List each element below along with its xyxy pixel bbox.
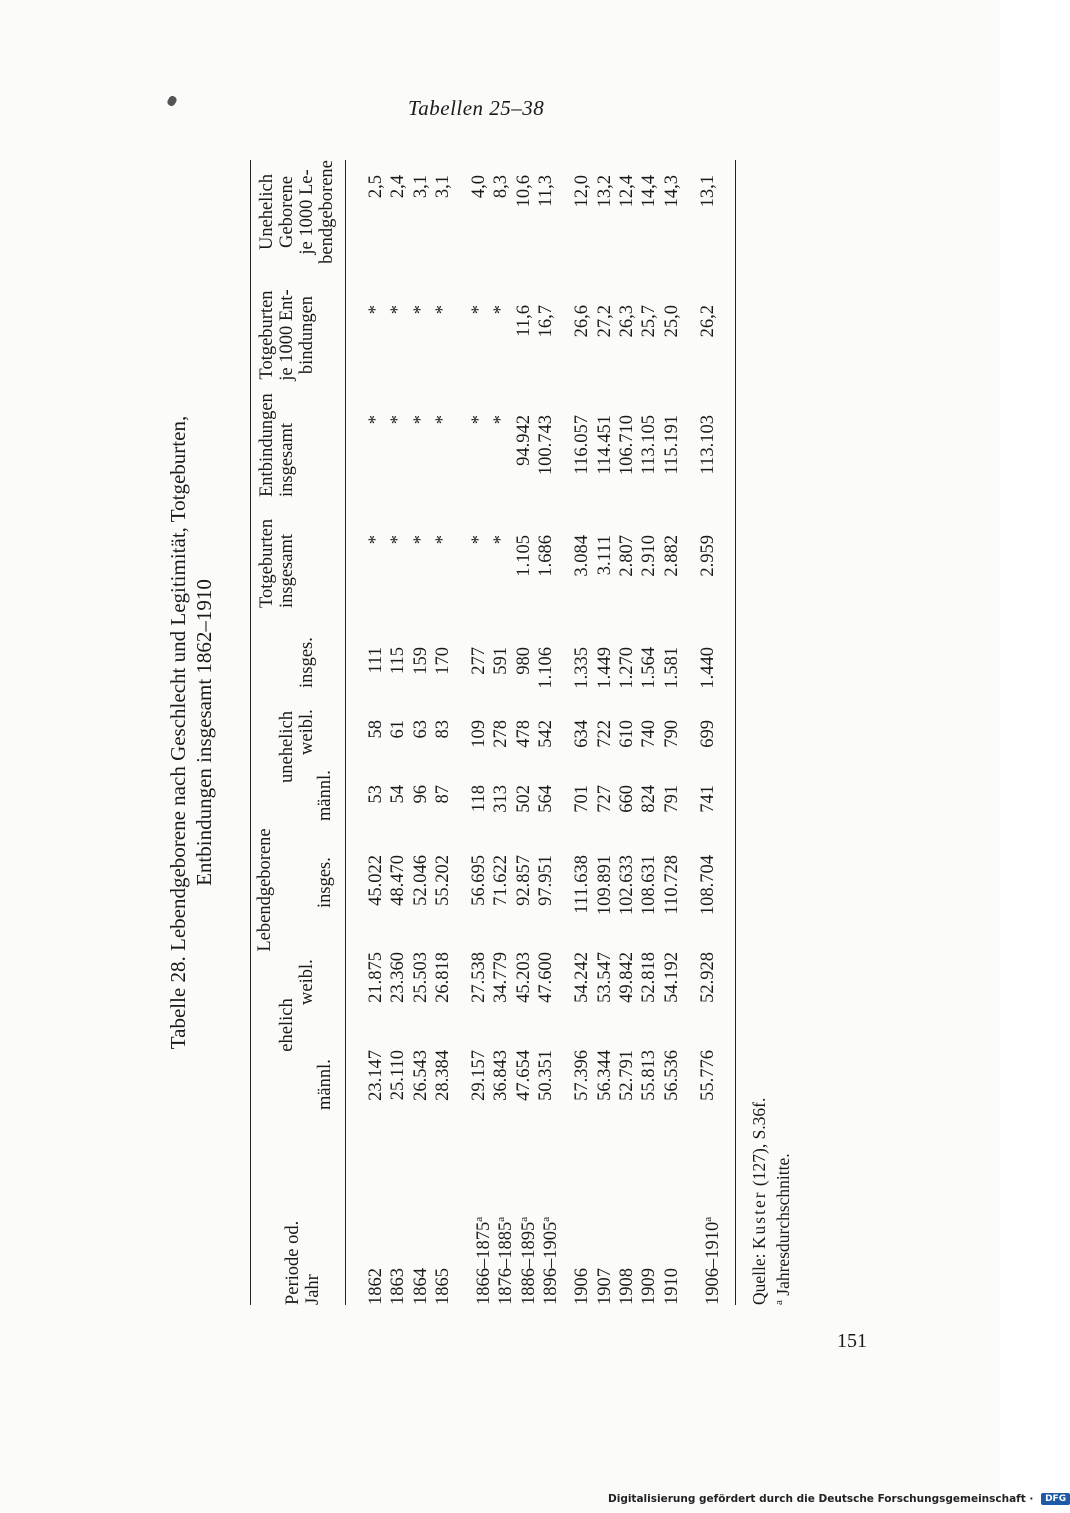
group-spacer — [683, 535, 697, 615]
footnote-marker: a — [517, 1216, 530, 1222]
column-unehelich-weibl — [365, 720, 719, 770]
column-unehelich-rate — [365, 175, 719, 245]
cell-unehelich-maennl: 660 — [616, 785, 637, 813]
cell-period: 1865 — [432, 1268, 453, 1305]
cell-lebend-insges: 45.022 — [366, 855, 386, 906]
source-line: Quelle: Kuster (127), S.36f. — [749, 1097, 769, 1305]
cell-ehelich-maennl: 29.157 — [469, 1050, 490, 1101]
group-spacer — [454, 1050, 468, 1135]
column-totgeburten — [365, 535, 719, 615]
table-block — [165, 160, 793, 1305]
column-ehelich-maennl — [365, 1050, 719, 1135]
cell-totgeburten-rate: 27,2 — [594, 305, 615, 338]
header-lebendgeborene: Lebendgeborene — [255, 828, 275, 952]
cell-unehelich-maennl: 727 — [594, 785, 615, 813]
cell-entbindungen: 113.105 — [639, 415, 660, 475]
group-spacer — [557, 855, 571, 945]
cell-period: 1909 — [639, 1268, 660, 1305]
cell-unehelich-rate: 11,3 — [536, 175, 557, 207]
table-title-line2: Entbindungen insgesamt 1862–1910 — [192, 579, 216, 886]
cell-unehelich-insges: 115 — [388, 647, 409, 675]
cell-lebend-insges: 109.891 — [594, 855, 615, 916]
cell-ehelich-weibl: 53.547 — [594, 952, 615, 1003]
group-spacer — [683, 647, 697, 707]
cell-totgeburten: 3.111 — [594, 535, 615, 576]
cell-totgeburten: 2.959 — [697, 535, 718, 577]
cell-totgeburten-rate: * — [491, 305, 512, 315]
cell-unehelich-weibl: 278 — [491, 720, 512, 748]
group-spacer — [454, 647, 468, 707]
cell-totgeburten-rate: 25,0 — [661, 305, 682, 338]
header-unehelich: unehelich — [277, 711, 297, 783]
cell-ehelich-weibl: 21.875 — [366, 952, 386, 1003]
cell-totgeburten: * — [469, 535, 490, 545]
cell-period: 1910 — [661, 1268, 682, 1305]
cell-unehelich-insges: 1.449 — [594, 647, 615, 689]
group-spacer — [454, 855, 468, 945]
cell-lebend-insges: 52.046 — [410, 855, 431, 906]
group-spacer — [557, 785, 571, 835]
header-totgeburten: Totgeburten insgesamt — [257, 518, 297, 608]
cell-ehelich-weibl: 27.538 — [469, 952, 490, 1003]
cell-ehelich-weibl: 47.600 — [536, 952, 557, 1003]
cell-unehelich-rate: 12,4 — [616, 175, 637, 208]
cell-unehelich-maennl: 741 — [697, 785, 718, 813]
cell-totgeburten: 1.686 — [536, 535, 557, 577]
cell-totgeburten-rate: 11,6 — [513, 305, 534, 337]
group-spacer — [454, 415, 468, 505]
cell-period: 1886–1895$^a$ — [517, 1216, 539, 1305]
cell-ehelich-weibl: 34.779 — [491, 952, 512, 1003]
cell-totgeburten-rate: 26,6 — [572, 305, 593, 338]
cell-ehelich-weibl: 45.203 — [513, 952, 534, 1003]
group-spacer — [557, 952, 571, 1037]
cell-ehelich-maennl: 25.110 — [388, 1050, 409, 1101]
header-totgeburten-je-1000: Totgeburten je 1000 Ent- bindungen — [257, 289, 317, 381]
cell-ehelich-maennl: 28.384 — [432, 1050, 453, 1101]
cell-ehelich-weibl: 23.360 — [388, 952, 409, 1003]
cell-ehelich-weibl: 52.928 — [697, 952, 718, 1003]
column-period — [365, 1155, 724, 1305]
cell-totgeburten: * — [491, 535, 512, 545]
cell-unehelich-rate: 2,5 — [366, 175, 386, 199]
group-spacer — [454, 1155, 468, 1305]
footer-text: Digitalisierung gefördert durch die Deutsche Forschungsgemeinschaft · — [608, 1493, 1034, 1505]
cell-unehelich-weibl: 61 — [388, 720, 409, 739]
group-spacer — [683, 1050, 697, 1135]
table-header-rule — [345, 160, 346, 1305]
group-spacer — [557, 647, 571, 707]
cell-entbindungen: * — [410, 415, 431, 425]
cell-ehelich-weibl: 25.503 — [410, 952, 431, 1003]
cell-unehelich-maennl: 53 — [366, 785, 386, 804]
cell-totgeburten: * — [366, 535, 386, 545]
cell-ehelich-maennl: 56.536 — [661, 1050, 682, 1101]
group-spacer — [454, 785, 468, 835]
cell-totgeburten-rate: 26,2 — [697, 305, 718, 338]
header-ehelich: ehelich — [277, 998, 297, 1052]
cell-unehelich-insges: 159 — [410, 647, 431, 675]
cell-unehelich-insges: 170 — [432, 647, 453, 675]
cell-totgeburten: * — [432, 535, 453, 545]
group-spacer — [683, 305, 697, 375]
cell-unehelich-maennl: 313 — [491, 785, 512, 813]
cell-ehelich-weibl: 52.818 — [639, 952, 660, 1003]
cell-totgeburten-rate: 26,3 — [616, 305, 637, 338]
cell-entbindungen: 114.451 — [594, 415, 615, 475]
cell-entbindungen: 113.103 — [697, 415, 718, 475]
cell-totgeburten-rate: * — [410, 305, 431, 315]
cell-unehelich-rate: 3,1 — [432, 175, 453, 199]
cell-unehelich-rate: 2,4 — [388, 175, 409, 199]
cell-period: 1908 — [616, 1268, 637, 1305]
header-unehelich-maennl: männl. — [315, 770, 335, 821]
cell-totgeburten-rate: * — [432, 305, 453, 315]
cell-lebend-insges: 110.728 — [661, 855, 682, 915]
cell-period: 1896–1905$^a$ — [540, 1216, 562, 1305]
cell-entbindungen: 100.743 — [536, 415, 557, 476]
cell-unehelich-rate: 14,4 — [639, 175, 660, 208]
cell-unehelich-weibl: 634 — [572, 720, 593, 748]
cell-unehelich-rate: 4,0 — [469, 175, 490, 199]
group-spacer — [454, 535, 468, 615]
page-number: 151 — [837, 1330, 867, 1352]
cell-unehelich-weibl: 109 — [469, 720, 490, 748]
group-spacer — [557, 720, 571, 770]
group-spacer — [557, 305, 571, 375]
group-spacer — [557, 535, 571, 615]
cell-unehelich-weibl: 722 — [594, 720, 615, 748]
cell-lebend-insges: 102.633 — [616, 855, 637, 916]
column-unehelich-insges — [365, 647, 719, 707]
cell-lebend-insges: 48.470 — [388, 855, 409, 906]
group-spacer — [557, 175, 571, 245]
cell-ehelich-maennl: 57.396 — [572, 1050, 593, 1101]
cell-unehelich-weibl: 58 — [366, 720, 386, 739]
cell-ehelich-maennl: 56.344 — [594, 1050, 615, 1101]
cell-period: 1876–1885$^a$ — [495, 1216, 517, 1305]
cell-totgeburten: * — [410, 535, 431, 545]
cell-lebend-insges: 56.695 — [469, 855, 490, 906]
cell-lebend-insges: 108.631 — [639, 855, 660, 916]
cell-ehelich-weibl: 54.192 — [661, 952, 682, 1003]
group-spacer — [683, 952, 697, 1037]
footnote-marker: a — [701, 1216, 714, 1222]
cell-unehelich-maennl: 118 — [469, 785, 490, 813]
cell-unehelich-maennl: 96 — [410, 785, 431, 804]
column-ehelich-weibl — [365, 952, 719, 1037]
cell-totgeburten-rate: * — [366, 305, 386, 315]
cell-lebend-insges: 108.704 — [697, 855, 718, 916]
running-head: Tabellen 25–38 — [408, 96, 545, 120]
cell-unehelich-rate: 14,3 — [661, 175, 682, 208]
cell-entbindungen: 116.057 — [572, 415, 593, 475]
cell-entbindungen: * — [432, 415, 453, 425]
cell-period: 1907 — [594, 1268, 615, 1305]
cell-unehelich-rate: 12,0 — [572, 175, 593, 208]
header-ehelich-maennl: männl. — [315, 1059, 335, 1110]
group-spacer — [683, 175, 697, 245]
cell-totgeburten-rate: * — [469, 305, 490, 315]
cell-ehelich-maennl: 55.776 — [697, 1050, 718, 1101]
header-period: Periode od. Jahr — [283, 1220, 323, 1305]
cell-unehelich-insges: 1.270 — [616, 647, 637, 689]
footnote-line: $^a$ Jahresdurchschnitte. — [772, 1153, 793, 1305]
cell-ehelich-weibl: 49.842 — [616, 952, 637, 1003]
group-spacer — [683, 720, 697, 770]
cell-entbindungen: 115.191 — [661, 415, 682, 475]
cell-ehelich-maennl: 50.351 — [536, 1050, 557, 1101]
group-spacer — [557, 415, 571, 505]
header-unehelich-insges: insges. — [297, 637, 317, 688]
cell-lebend-insges: 111.638 — [572, 855, 593, 914]
cell-unehelich-maennl: 502 — [513, 785, 534, 813]
table-title — [165, 160, 217, 1305]
group-spacer — [454, 720, 468, 770]
cell-totgeburten: 2.910 — [639, 535, 660, 577]
group-spacer — [683, 785, 697, 835]
cell-unehelich-insges: 591 — [491, 647, 512, 675]
column-lebend-insges — [365, 855, 719, 945]
header-lebend-insges: insges. — [315, 857, 335, 908]
header-unehelich-je-1000: Unehelich Geborene je 1000 Le- bendgeborene — [257, 160, 337, 264]
cell-unehelich-weibl: 610 — [616, 720, 637, 748]
cell-entbindungen: * — [366, 415, 386, 425]
header-entbindungen: Entbindungen insgesamt — [257, 393, 297, 497]
cell-unehelich-weibl: 699 — [697, 720, 718, 748]
cell-lebend-insges: 97.951 — [536, 855, 557, 906]
cell-totgeburten: * — [388, 535, 409, 545]
cell-ehelich-weibl: 54.242 — [572, 952, 593, 1003]
cell-ehelich-maennl: 26.543 — [410, 1050, 431, 1101]
group-spacer — [683, 1155, 697, 1305]
table-bottom-rule — [735, 160, 736, 1305]
cell-totgeburten: 2.882 — [661, 535, 682, 577]
cell-unehelich-maennl: 701 — [572, 785, 593, 813]
cell-totgeburten: 3.084 — [572, 535, 593, 577]
header-ehelich-weibl: weibl. — [297, 959, 317, 1005]
cell-totgeburten-rate: 16,7 — [536, 305, 557, 338]
footnote-marker: a — [495, 1216, 508, 1222]
table-title-line1: Tabelle 28. Lebendgeborene nach Geschlecht und Legitimität, Totgeburten, — [166, 415, 190, 1050]
cell-ehelich-weibl: 26.818 — [432, 952, 453, 1003]
cell-unehelich-insges: 1.335 — [572, 647, 593, 689]
group-spacer — [454, 305, 468, 375]
column-entbindungen — [365, 415, 719, 505]
cell-unehelich-insges: 277 — [469, 647, 490, 675]
cell-ehelich-maennl: 36.843 — [491, 1050, 512, 1101]
cell-entbindungen: * — [491, 415, 512, 425]
column-unehelich-maennl — [365, 785, 719, 835]
cell-unehelich-insges: 1.440 — [697, 647, 718, 689]
cell-totgeburten-rate: * — [388, 305, 409, 315]
cell-unehelich-weibl: 63 — [410, 720, 431, 739]
cell-totgeburten-rate: 25,7 — [639, 305, 660, 338]
group-spacer — [557, 1050, 571, 1135]
cell-ehelich-maennl: 47.654 — [513, 1050, 534, 1101]
group-spacer — [683, 855, 697, 945]
cell-totgeburten: 2.807 — [616, 535, 637, 577]
column-totgeburten-rate — [365, 305, 719, 375]
cell-unehelich-rate: 3,1 — [410, 175, 431, 199]
footnote-marker: a — [540, 1216, 553, 1222]
cell-totgeburten: 1.105 — [513, 535, 534, 577]
group-spacer — [454, 175, 468, 245]
cell-period: 1863 — [388, 1268, 409, 1305]
cell-unehelich-maennl: 564 — [536, 785, 557, 813]
cell-ehelich-maennl: 55.813 — [639, 1050, 660, 1101]
cell-unehelich-rate: 10,6 — [513, 175, 534, 208]
cell-unehelich-maennl: 824 — [639, 785, 660, 813]
cell-entbindungen: * — [388, 415, 409, 425]
cell-period: 1864 — [410, 1268, 431, 1305]
cell-unehelich-insges: 980 — [513, 647, 534, 675]
cell-lebend-insges: 55.202 — [432, 855, 453, 906]
cell-unehelich-weibl: 83 — [432, 720, 453, 739]
cell-ehelich-maennl: 52.791 — [616, 1050, 637, 1101]
cell-unehelich-insges: 1.581 — [661, 647, 682, 689]
cell-unehelich-maennl: 54 — [388, 785, 409, 804]
cell-entbindungen: * — [469, 415, 490, 425]
cell-unehelich-rate: 13,1 — [697, 175, 718, 208]
cell-period: 1866–1875$^a$ — [473, 1216, 495, 1305]
cell-unehelich-weibl: 740 — [639, 720, 660, 748]
cell-period: 1906 — [572, 1268, 593, 1305]
cell-lebend-insges: 92.857 — [513, 855, 534, 906]
cell-unehelich-insges: 1.564 — [639, 647, 660, 689]
cell-unehelich-insges: 111 — [366, 647, 386, 674]
table-top-rule — [250, 160, 251, 1305]
cell-unehelich-weibl: 790 — [661, 720, 682, 748]
table-source — [749, 1098, 793, 1305]
cell-unehelich-rate: 13,2 — [594, 175, 615, 208]
cell-ehelich-maennl: 23.147 — [366, 1050, 386, 1101]
group-spacer — [454, 952, 468, 1037]
header-unehelich-weibl: weibl. — [297, 709, 317, 755]
footnote-marker: a — [473, 1216, 486, 1222]
cell-unehelich-weibl: 542 — [536, 720, 557, 748]
group-spacer — [683, 415, 697, 505]
cell-unehelich-maennl: 87 — [432, 785, 453, 804]
dfg-logo: DFG — [1041, 1493, 1070, 1505]
digitization-footer — [608, 1493, 1070, 1505]
cell-entbindungen: 94.942 — [513, 415, 534, 466]
cell-unehelich-rate: 8,3 — [491, 175, 512, 199]
cell-unehelich-weibl: 478 — [513, 720, 534, 748]
cell-unehelich-insges: 1.106 — [536, 647, 557, 689]
cell-lebend-insges: 71.622 — [491, 855, 512, 906]
cell-period: 1862 — [366, 1268, 386, 1305]
cell-entbindungen: 106.710 — [616, 415, 637, 476]
cell-period: 1906–1910$^a$ — [701, 1216, 724, 1305]
cell-unehelich-maennl: 791 — [661, 785, 682, 813]
